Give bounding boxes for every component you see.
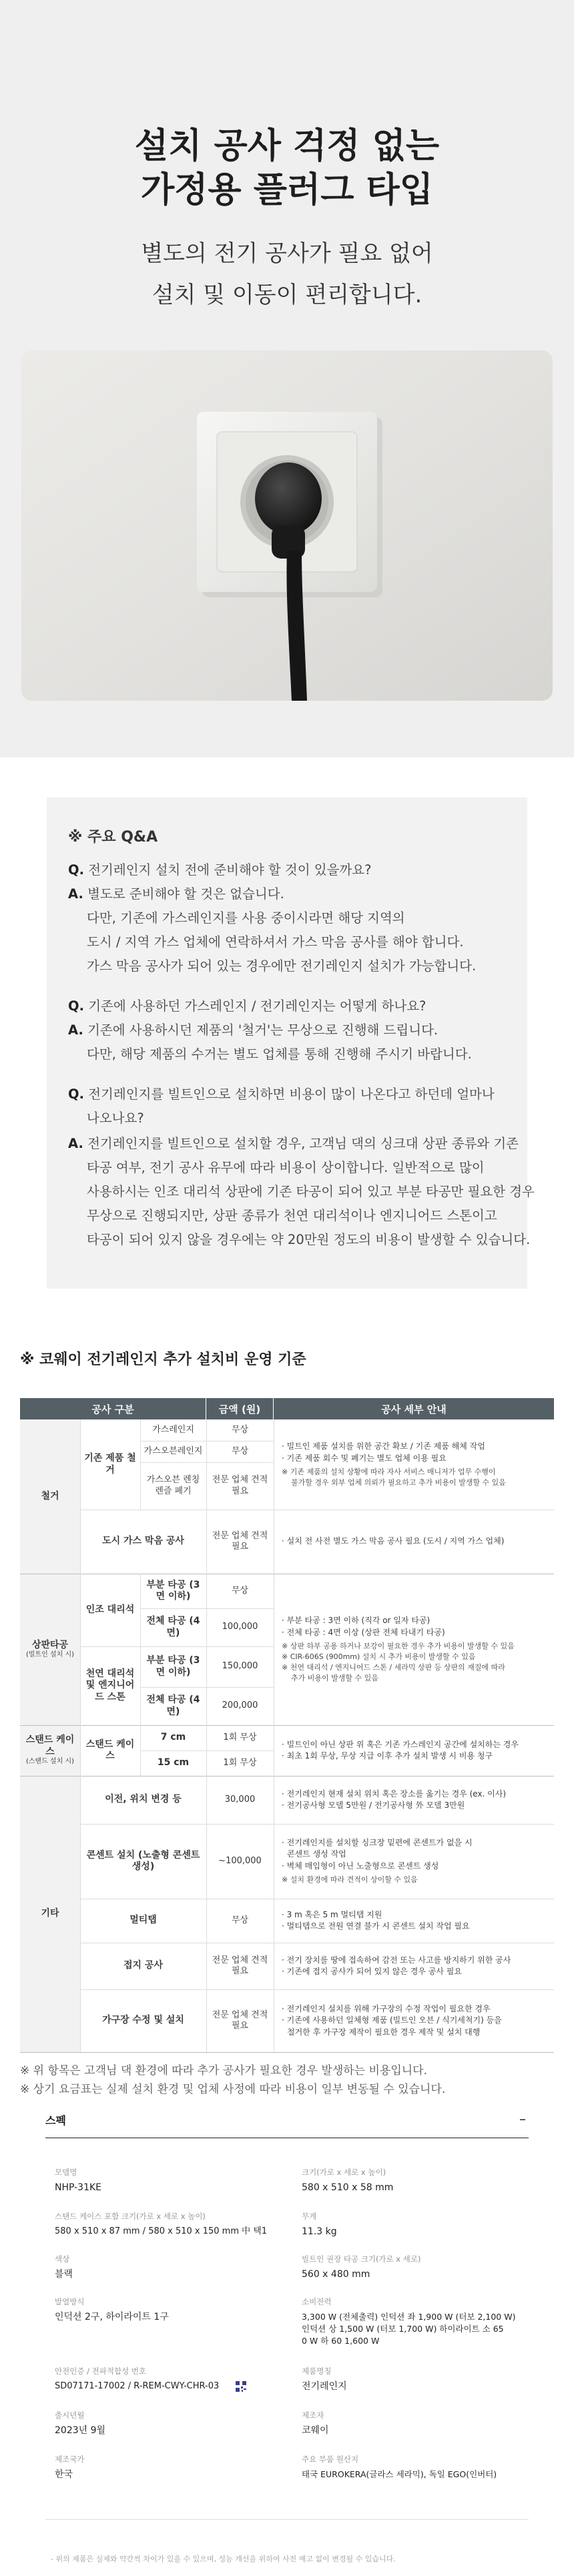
spec-value: 2023년 9월 (55, 2425, 106, 2436)
detail-line: · 벽체 매입형이 아닌 노출형으로 콘센트 생성 (282, 1861, 439, 1871)
price-grounding: 전문 업체 견적 필요 (212, 1955, 268, 1976)
spec-label: 무게 (302, 2212, 317, 2221)
detail-note: ※ 상판 하부 공용 하거나 보강이 필요한 경우 추가 비용이 발생할 수 있음 (282, 1642, 515, 1651)
qa-answer-line: 가스 막음 공사가 되어 있는 경우에만 전기레인지 설치가 가능합니다. (87, 958, 477, 974)
q-marker: Q. (68, 862, 84, 878)
wall-outlet-illustration (21, 350, 553, 701)
price-stand-7: 1회 무상 (223, 1732, 257, 1742)
detail-line: · 전기 장치를 땅에 접속하여 감전 또는 사고를 방지하기 위한 공사 (282, 1955, 511, 1965)
qa-answer (68, 1135, 519, 1152)
item-oven-hood: 가스오븐 렌칭 렌즐 폐기 (146, 1475, 200, 1496)
price-stand-15: 1회 무상 (223, 1757, 257, 1768)
spec-label: 제품명칭 (302, 2366, 332, 2376)
row-divider (80, 1989, 554, 1990)
group-removal: 철거 (20, 1419, 80, 1574)
detail-outlet (274, 1824, 554, 1899)
detail-line: · 최초 1회 무상, 무상 지급 이후 추가 설치 발생 시 비용 청구 (282, 1751, 493, 1760)
qa-question (68, 998, 426, 1014)
col-divider (80, 1419, 81, 2052)
price-partial-natural: 150,000 (222, 1661, 258, 1672)
row-divider (80, 1824, 554, 1825)
spec-label: 발열방식 (55, 2297, 85, 2306)
item-gas-oven: 가스오븐레인지 (144, 1445, 203, 1456)
price-partial-artificial: 무상 (231, 1585, 249, 1596)
hero-subtitle-line2: 설치 및 이동이 편리합니다. (152, 282, 422, 308)
group-etc: 기타 (20, 1776, 80, 2052)
price-gas-range: 무상 (231, 1424, 249, 1435)
price-outlet: ~100,000 (218, 1855, 262, 1866)
group-cutting-note: (빌트인 설치 시) (25, 1651, 75, 1658)
item-full-artificial: 전체 타공 (4면) (146, 1616, 200, 1638)
spec-label: 제조자 (302, 2410, 324, 2420)
detail-line: · 전체 타공 : 4면 이상 (상판 전체 타내기 타공) (282, 1627, 445, 1637)
qa-question-line: 나오나요? (87, 1110, 144, 1126)
price-full-natural: 200,000 (222, 1700, 258, 1711)
detail-line: · 빌트인 제품 설치를 위한 공간 확보 / 기존 제품 해체 작업 (282, 1441, 485, 1452)
spec-value: 한국 (55, 2469, 73, 2480)
item-relocation: 이전, 위치 변경 등 (105, 1794, 182, 1805)
price-multitap: 무상 (231, 1915, 249, 1925)
qa-question (68, 862, 371, 878)
detail-line: · 3 m 혹은 5 m 멀티탭 지원 (282, 1909, 382, 1919)
spec-value: NHP-31KE (55, 2182, 102, 2193)
qa-answer-line: 도시 / 지역 가스 업체에 연락하셔서 가스 막음 공사를 해야 합니다. (87, 934, 464, 950)
item-outlet: 콘센트 설치 (노출형 콘센트 생성) (86, 1849, 200, 1872)
q-marker: Q. (68, 1086, 84, 1102)
spec-label: 제조국가 (55, 2455, 85, 2464)
spec-bottom-rule (45, 2519, 529, 2520)
subgroup-removal: 기존 제품 철거 (84, 1453, 136, 1476)
row-divider (80, 1646, 274, 1647)
item-furniture: 가구장 수정 및 설치 (102, 2015, 184, 2026)
qa-section (47, 797, 535, 1289)
col-header-category: 공사 구분 (20, 1398, 206, 1419)
subgroup-artificial: 인조 대리석 (85, 1604, 135, 1615)
price-gas-oven: 무상 (231, 1445, 249, 1456)
detail-line: · 빌트인이 아닌 상판 위 혹은 기존 가스레인지 공간에 설치하는 경우 (282, 1739, 519, 1749)
price-relocation: 30,000 (224, 1794, 256, 1805)
item-partial-artificial: 부분 타공 (3면 이하) (146, 1579, 200, 1602)
detail-cutting (274, 1574, 554, 1725)
qa-answer-line: 사용하시는 인조 대리석 상판에 기존 타공이 되어 있고 부분 타공만 필요한 경우 (87, 1184, 535, 1199)
collapse-icon[interactable]: – (519, 2111, 526, 2127)
detail-line: · 설치 전 사전 별도 가스 막음 공사 필요 (도시 / 지역 가스 업체) (282, 1536, 505, 1546)
item-partial-natural: 부분 타공 (3면 이하) (146, 1655, 200, 1678)
col-divider (140, 1574, 141, 1776)
row-divider (140, 1462, 274, 1463)
spec-label: 출시년월 (55, 2410, 85, 2420)
detail-note: ※ CIR-606S (900mm) 설치 시 추가 비용이 발생할 수 있음 (282, 1652, 476, 1661)
detail-line: · 부분 타공 : 3면 이하 (직각 or 일자 타공) (282, 1616, 431, 1626)
group-stand-note: (스탠드 설치 시) (25, 1758, 75, 1766)
qa-answer (68, 886, 284, 902)
fee-table-title: ※ 코웨이 전기레인지 추가 설치비 운영 기준 (20, 1351, 306, 1368)
spec-label: 스탠드 케이스 포함 크기(가로 x 세로 x 높이) (55, 2212, 206, 2221)
detail-line: · 전기레인지를 설치할 싱크장 밑편에 콘센트가 없을 시 (282, 1837, 473, 1847)
group-cutting-label: 상판타공 (31, 1639, 69, 1650)
spec-value: 3,300 W (전체출력) 인덕션 좌 1,900 W (터보 2,100 W) 인덕션 상 1,500 W (터보 1,700 W) 하이라이트 소 65 0 W 하 60 1,600 W (302, 2312, 516, 2346)
spec-value: 블랙 (55, 2269, 73, 2280)
subgroup-natural: 천연 대리석 및 엔지니어드 스톤 (85, 1668, 135, 1702)
a-marker: A. (68, 1136, 83, 1151)
qa-answer-text: 전기레인지를 빌트인으로 설치할 경우, 고객님 댁의 싱크대 상판 종류와 기존 (87, 1136, 519, 1151)
row-divider (140, 1687, 274, 1688)
spec-label: 안전인증 / 전파적합성 번호 (55, 2366, 147, 2376)
hero-subtitle-line1: 별도의 전기 공사가 필요 없어 (141, 240, 433, 267)
qa-question-text: 전기레인지를 빌트인으로 설치하면 비용이 많이 나온다고 하던데 얼마나 (88, 1086, 495, 1102)
spec-value: 560 x 480 mm (302, 2269, 370, 2280)
detail-line: · 기존에 사용하던 일체형 제품 (빌트인 오븐 / 식기세척기) 등을 (282, 2015, 502, 2025)
q-marker: Q. (68, 998, 84, 1014)
spec-label: 크기(가로 x 세로 x 높이) (302, 2168, 386, 2177)
detail-line: · 전기레인지 현재 설치 위치 혹은 장소를 옮기는 경우 (ex. 이사) (282, 1789, 507, 1799)
item-stand-15: 15 cm (157, 1757, 190, 1768)
subgroup-stand: 스탠드 케이스 (85, 1738, 135, 1761)
hero-title-line2: 가정용 플러그 타입 (140, 170, 434, 210)
price-city-gas: 전문 업체 견적 필요 (212, 1530, 268, 1552)
detail-furniture (274, 1989, 554, 2052)
detail-note: 추가 비용이 발생할 수 있음 (291, 1673, 378, 1682)
detail-note: ※ 설치 환경에 따라 견적이 상이할 수 있음 (282, 1875, 418, 1885)
fee-footnote: ※ 상기 요금표는 실제 설치 환경 및 업체 사정에 따라 비용이 일부 변동될 수 있습니다. (20, 2083, 446, 2096)
fee-footnote: ※ 위 항목은 고객님 댁 환경에 따라 추가 공사가 필요한 경우 발생하는 비용입니다. (20, 2064, 427, 2077)
spec-value: SD07171-17002 / R-REM-CWY-CHR-03 (55, 2381, 220, 2391)
detail-relocation (274, 1776, 554, 1824)
item-gas-range: 가스레인지 (152, 1424, 194, 1435)
detail-line: · 기존에 접지 공사가 되어 있지 않은 경우 공사 필요 (282, 1967, 462, 1976)
hero-section (0, 0, 574, 757)
qr-code-icon (235, 2380, 247, 2392)
qa-answer-line: 다만, 해당 제품의 수거는 별도 업체를 통해 진행해 주시기 바랍니다. (87, 1046, 472, 1062)
table-bottom-border (20, 2052, 554, 2053)
spec-value: 580 x 510 x 58 mm (302, 2182, 394, 2193)
item-city-gas: 도시 가스 막음 공사 (102, 1536, 184, 1547)
spec-value: 580 x 510 x 87 mm / 580 x 510 x 150 mm 中 택1 (55, 2226, 268, 2236)
qa-question (68, 1086, 495, 1102)
spec-heading: 스펙 (45, 2114, 66, 2127)
item-multitap: 멀티탭 (129, 1915, 157, 1926)
detail-line: · 멀티탭으로 전원 연결 불가 시 콘센트 설치 작업 필요 (282, 1921, 470, 1931)
group-divider (20, 1725, 554, 1726)
row-divider (140, 1608, 274, 1609)
spec-label: 색상 (55, 2254, 70, 2264)
qa-answer-line: 타공이 되어 있지 않을 경우에는 약 20만원 정도의 비용이 발생할 수 있습니다. (87, 1232, 531, 1247)
price-full-artificial: 100,000 (222, 1622, 258, 1632)
price-furniture: 전문 업체 견적 필요 (212, 2009, 268, 2031)
detail-stand (274, 1725, 554, 1776)
qa-answer-line: 타공 여부, 전기 공사 유무에 따라 비용이 상이합니다. 일반적으로 많이 (87, 1160, 485, 1175)
item-full-natural: 전체 타공 (4면) (146, 1694, 200, 1717)
detail-note: ※ 기존 제품의 설치 상황에 따라 자사 서비스 매니저가 업무 수행이 (282, 1467, 496, 1476)
qa-answer-line: 무상으로 진행되지만, 상판 종류가 천연 대리석이나 엔지니어드 스톤이고 (87, 1208, 497, 1223)
col-header-detail: 공사 세부 안내 (274, 1398, 554, 1419)
qa-question-text: 기존에 사용하던 가스레인지 / 전기레인지는 어떻게 하나요? (88, 998, 426, 1014)
row-divider (140, 1750, 274, 1751)
qa-answer-line: 다만, 기존에 가스레인지를 사용 중이시라면 해당 지역의 (87, 910, 405, 926)
detail-removal (274, 1419, 554, 1510)
col-divider (206, 1419, 207, 2052)
qa-answer-text: 별도로 준비해야 할 것은 없습니다. (87, 886, 284, 902)
detail-line: · 기존 제품 회수 및 폐기는 별도 업체 이용 필요 (282, 1453, 447, 1463)
wall-outlet-photo (21, 350, 553, 701)
qa-answer-text: 기존에 사용하시던 제품의 '철거'는 무상으로 진행해 드립니다. (87, 1022, 439, 1038)
qa-title: ※ 주요 Q&A (68, 829, 158, 846)
spec-value: 태국 EUROKERA(글라스 세라믹), 독일 EGO(인버터) (302, 2469, 497, 2479)
qa-question-text: 전기레인지 설치 전에 준비해야 할 것이 있을까요? (88, 862, 372, 878)
spec-value: 인덕션 2구, 하이라이트 1구 (55, 2312, 169, 2322)
detail-line: · 전기레인지 설치를 위해 가구장의 수정 작업이 필요한 경우 (282, 2003, 491, 2013)
a-marker: A. (68, 886, 83, 902)
spec-value: 전기레인지 (302, 2381, 347, 2392)
detail-multitap (274, 1899, 554, 1943)
qa-answer (68, 1022, 438, 1038)
detail-note: 불가할 경우 외부 업체 의뢰가 필요하고 추가 비용이 발생할 수 있음 (291, 1478, 506, 1487)
detail-line: · 전기공사형 모델 5만원 / 전기공사형 外 모델 3만원 (282, 1801, 465, 1810)
detail-city-gas (274, 1510, 554, 1574)
spec-label: 소비전력 (302, 2297, 332, 2306)
spec-footnote: - 위의 제품은 실제와 약간씩 차이가 있을 수 있으며, 성능 개선을 위하여 사전 예고 없이 변경될 수 있습니다. (51, 2555, 396, 2563)
spec-label: 모델명 (55, 2168, 77, 2177)
detail-line: 콘센트 생성 작업 (287, 1849, 346, 1859)
a-marker: A. (68, 1022, 83, 1038)
group-cutting (20, 1574, 80, 1725)
spec-value: 11.3 kg (302, 2226, 337, 2237)
group-stand (20, 1725, 80, 1776)
group-divider (20, 1776, 554, 1777)
spec-label: 빌트인 권장 타공 크기(가로 x 세로) (302, 2254, 421, 2264)
detail-grounding (274, 1943, 554, 1989)
col-header-price: 금액 (원) (206, 1398, 273, 1419)
spec-label: 주요 부품 원산지 (302, 2455, 359, 2464)
hero-title-line1: 설치 공사 걱정 없는 (134, 126, 440, 166)
price-oven-hood: 전문 업체 견적 필요 (212, 1475, 268, 1496)
spec-value: 코웨이 (302, 2425, 329, 2436)
detail-note: ※ 천연 대리석 / 엔지니어드 스톤 / 세라믹 상판 등 상판의 재질에 따라 (282, 1662, 505, 1672)
col-divider (140, 1419, 141, 1510)
detail-line: 철거한 후 가구장 제작이 필요한 경우 제작 및 설치 대행 (287, 2027, 481, 2037)
group-stand-label: 스탠드 케이스 (25, 1734, 75, 1757)
item-grounding: 접지 공사 (123, 1960, 163, 1971)
item-stand-7: 7 cm (160, 1732, 186, 1743)
